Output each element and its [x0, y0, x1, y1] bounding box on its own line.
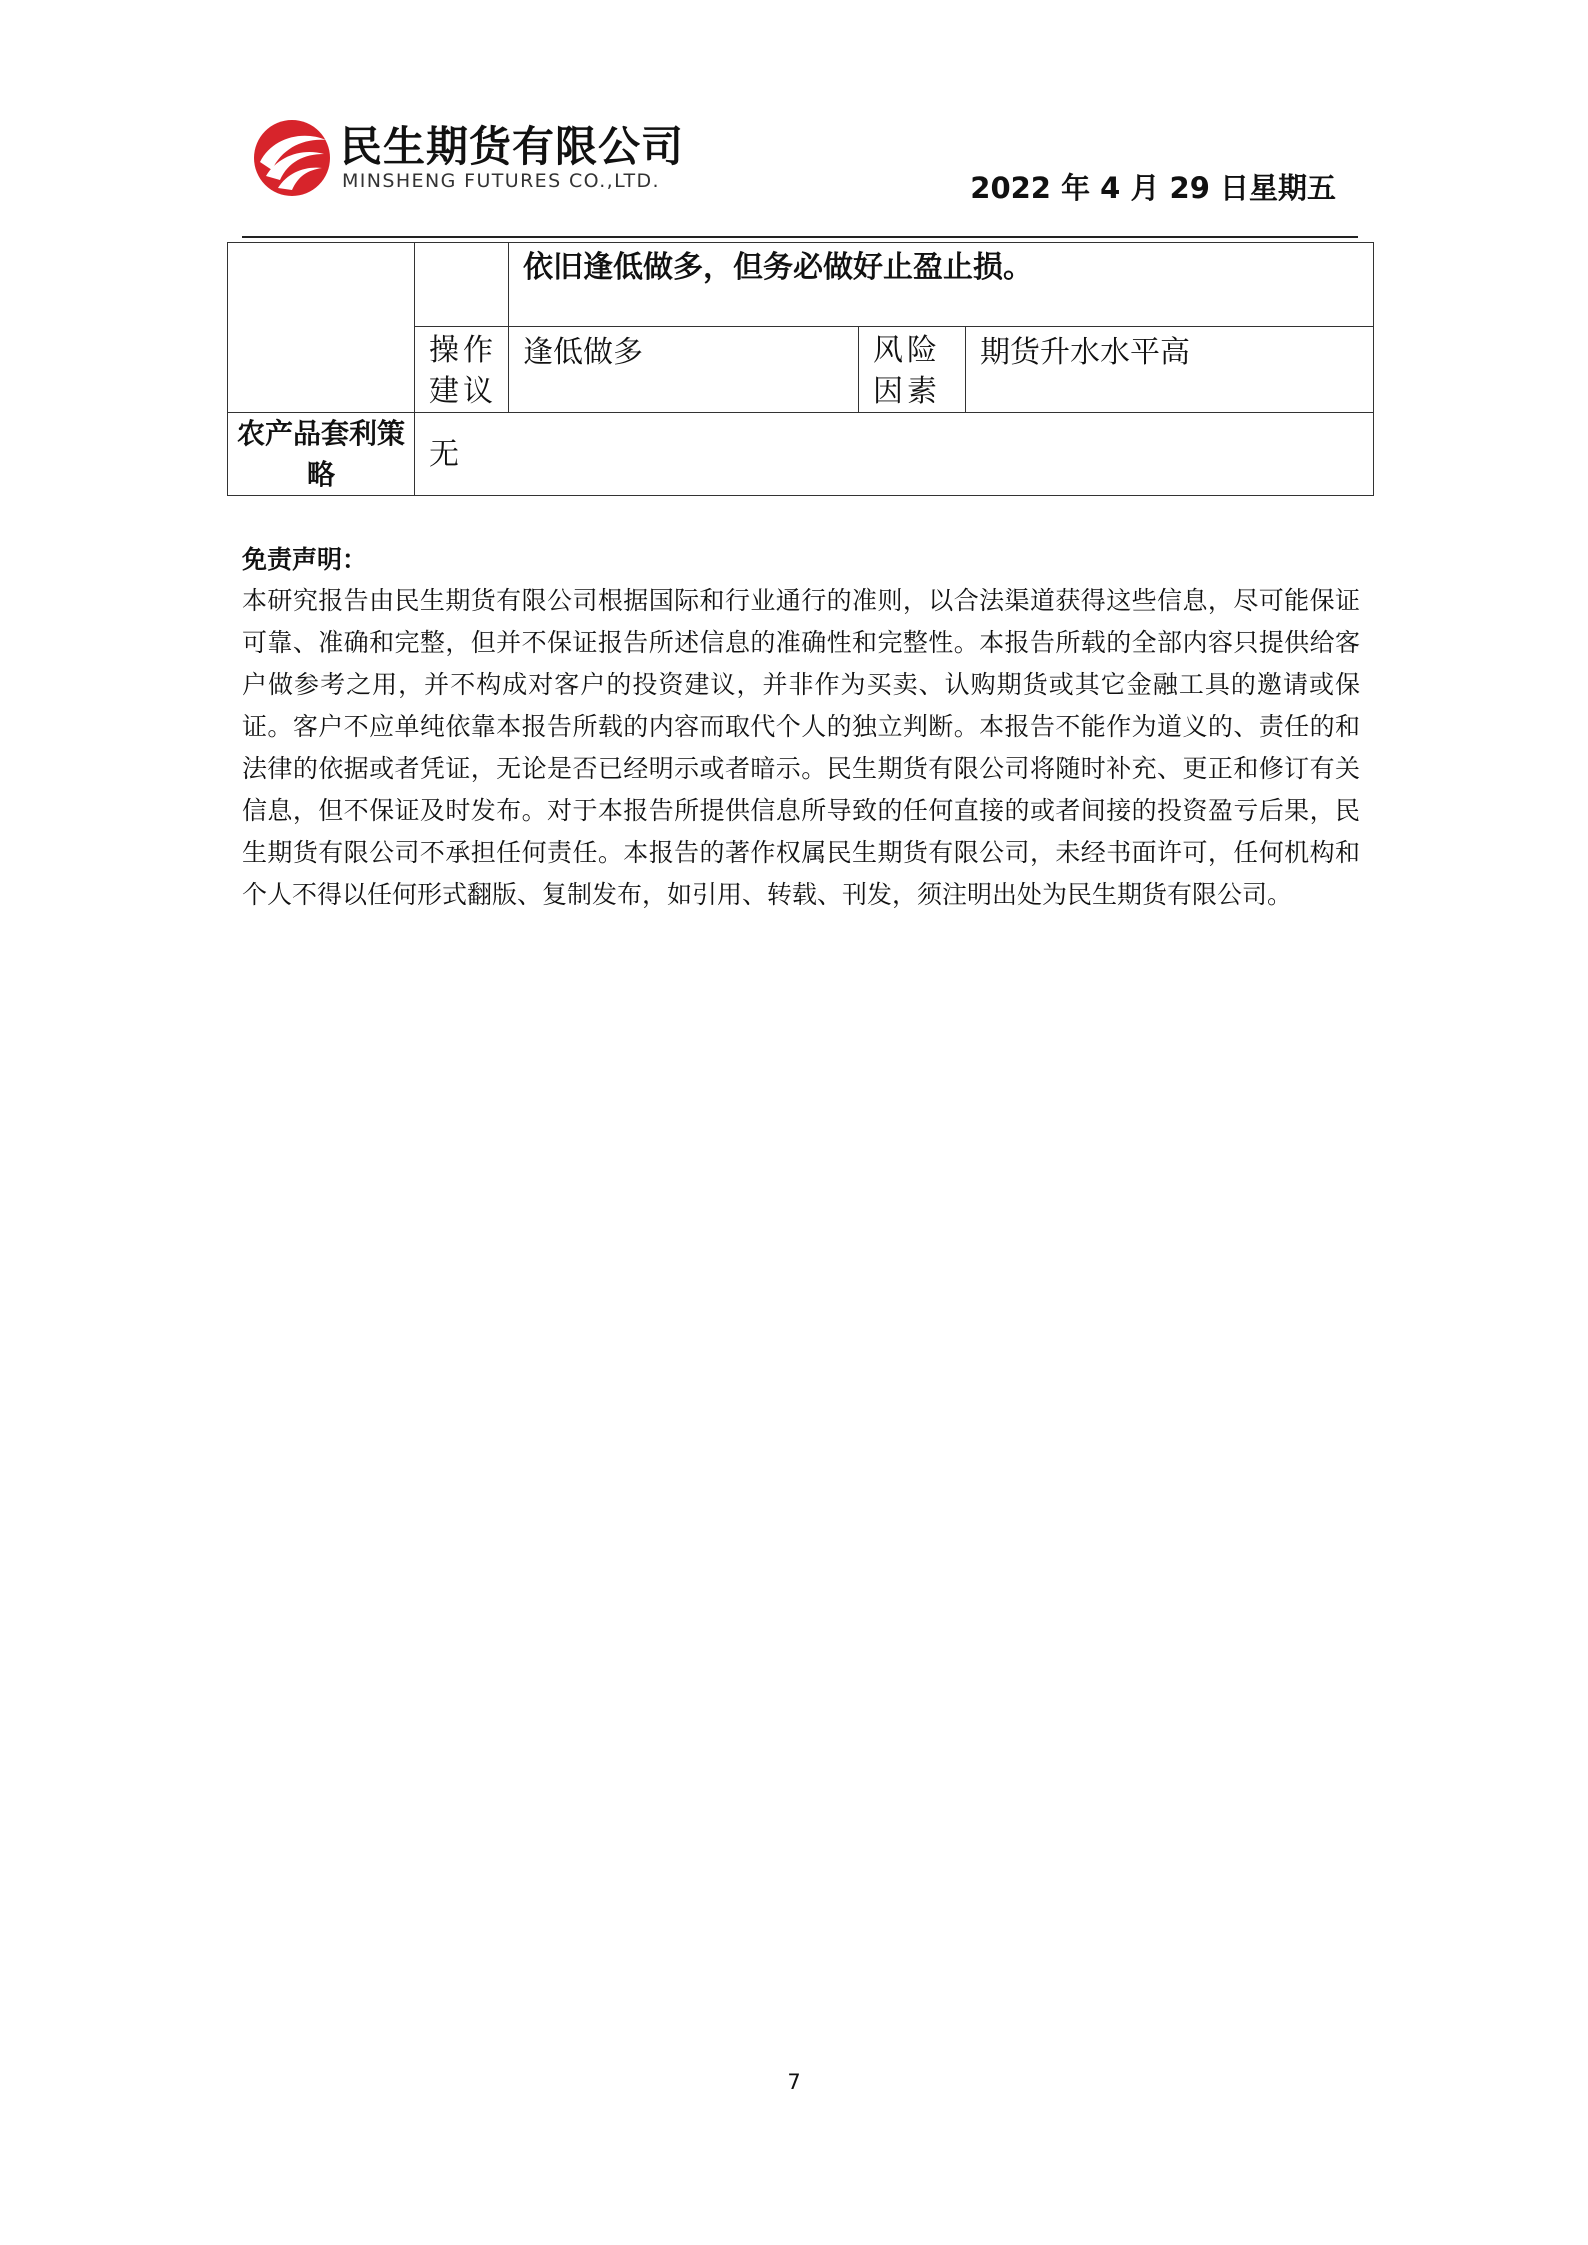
report-date: 2022 年 4 月 29 日星期五 — [970, 171, 1336, 205]
strategy-value: 无 — [415, 413, 1374, 496]
strategy-table — [227, 242, 1374, 496]
table-cell-empty — [415, 243, 509, 327]
strategy-label: 农产品套利策略 — [228, 413, 415, 496]
risk-value: 期货升水水平高 — [966, 327, 1374, 413]
company-name-en: MINSHENG FUTURES CO.,LTD. — [342, 170, 660, 192]
disclaimer-title: 免责声明： — [242, 545, 368, 574]
disclaimer-section — [242, 540, 1360, 916]
operation-value: 逢低做多 — [509, 327, 859, 413]
minsheng-logo-icon — [252, 118, 332, 198]
page-number: 7 — [787, 2070, 801, 2094]
operation-label: 操作建议 — [415, 327, 509, 413]
table-row — [228, 413, 1374, 496]
company-name-cn: 民生期货有限公司 — [340, 122, 685, 171]
table-cell-empty — [228, 243, 415, 413]
risk-label: 风险因素 — [859, 327, 966, 413]
header-divider — [242, 236, 1358, 238]
analysis-note: 依旧逢低做多，但务必做好止盈止损。 — [509, 243, 1374, 327]
table-row — [228, 243, 1374, 327]
disclaimer-body: 本研究报告由民生期货有限公司根据国际和行业通行的准则，以合法渠道获得这些信息，尽可能保证可靠、准确和完整，但并不保证报告所述信息的准确性和完整性。本报告所载的全部内容只提供给客户做参考之用，并不构成对客户的投资建议，并非作为买卖、认购期货或其它金融工具的邀请或保证。客户不应单纯依靠本报告所载的内容而取代个人的独立判断。本报告不能作为道义的、责任的和法律的依据或者凭证，无论是否已经明示或者暗示。民生期货有限公司将随时补充、更正和修订有关信息，但不保证及时发布。对于本报告所提供信息所导致的任何直接的或者间接的投资盈亏后果，民生期货有限公司不承担任何责任。本报告的著作权属民生期货有限公司，未经书面许可，任何机构和个人不得以任何形式翻版、复制发布，如引用、转载、刊发，须注明出处为民生期货有限公司。 — [242, 586, 1360, 909]
company-logo — [252, 112, 732, 198]
